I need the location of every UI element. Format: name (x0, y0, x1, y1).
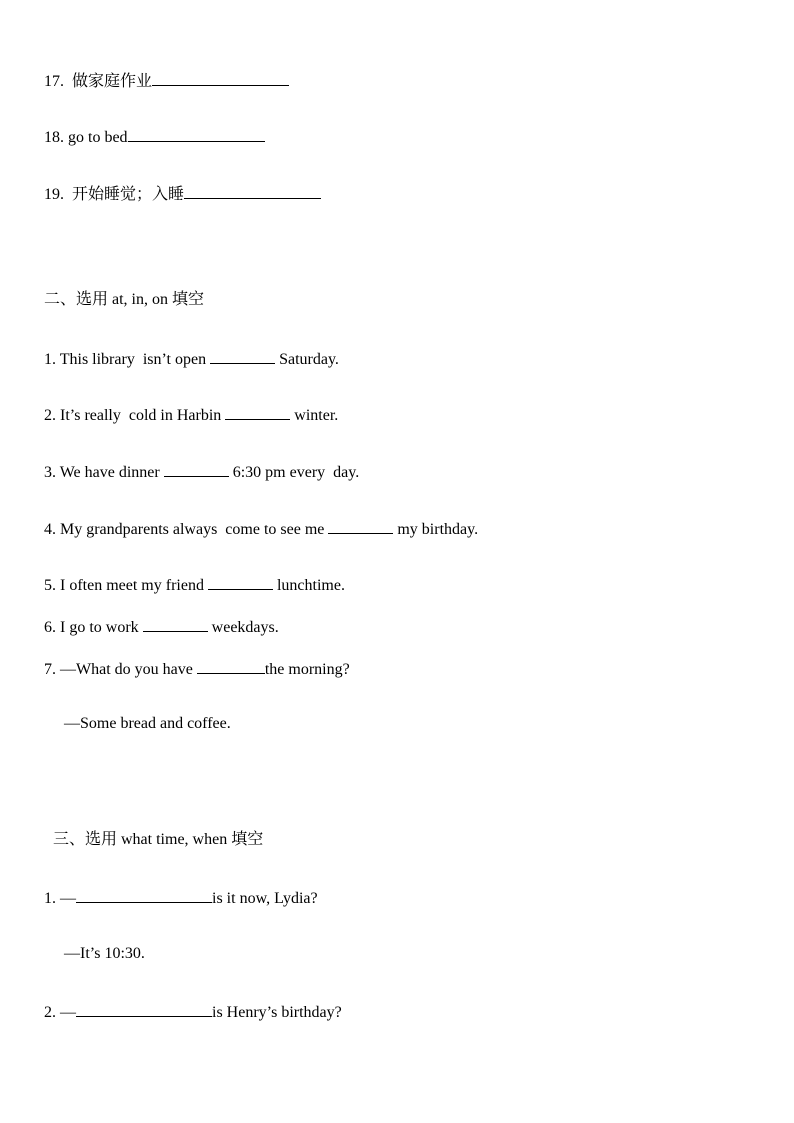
section-title: 三、选用 what time, when 填空 (53, 831, 264, 848)
exercise-item-2 (44, 1001, 342, 1021)
item-text-after: my birthday. (397, 521, 479, 538)
item-number: 4. (44, 521, 56, 538)
exercise-item-6 (44, 616, 279, 636)
answer-blank[interactable] (208, 574, 273, 590)
item-text-before: I often meet my friend (60, 577, 204, 594)
exercise-item-4 (44, 518, 478, 538)
exercise-item-1-answer: —It’s 10:30. (64, 945, 145, 962)
item-text-after: weekdays. (211, 619, 279, 636)
dash-prefix: — (60, 890, 76, 907)
item-text-after: lunchtime. (276, 577, 345, 594)
item-text-after: Saturday. (279, 351, 339, 368)
item-text-after: is it now, Lydia? (212, 890, 318, 907)
item-number: 1. (44, 351, 56, 368)
answer-blank[interactable] (225, 404, 290, 420)
answer-blank[interactable] (210, 348, 275, 364)
item-number: 18. (44, 129, 64, 146)
item-text: 开始睡觉；入睡 (72, 186, 185, 203)
exercise-item-7-answer: —Some bread and coffee. (64, 715, 231, 732)
item-text-after: 6:30 pm every day. (232, 464, 360, 481)
item-text-before: It’s really cold in Harbin (60, 407, 222, 424)
item-text-after: is Henry’s birthday? (212, 1004, 342, 1021)
item-number: 6. (44, 619, 56, 636)
answer-blank[interactable] (143, 616, 208, 632)
item-number: 7. (44, 661, 56, 678)
item-number: 19. (44, 186, 64, 203)
exercise-item-2 (44, 404, 338, 424)
item-text: go to bed (68, 129, 128, 146)
answer-blank[interactable] (328, 518, 393, 534)
exercise-item-7 (44, 658, 350, 678)
item-number: 2. (44, 1004, 56, 1021)
dash-prefix: — (60, 1004, 76, 1021)
item-text-before: We have dinner (59, 464, 160, 481)
exercise-item-1 (44, 348, 339, 368)
vocab-item-18 (44, 126, 265, 146)
item-number: 2. (44, 407, 56, 424)
exercise-item-3 (44, 461, 359, 481)
item-number: 17. (44, 73, 64, 90)
item-text-before: I go to work (60, 619, 139, 636)
exercise-item-1 (44, 887, 318, 907)
item-text-after: winter. (294, 407, 339, 424)
item-text-before: —What do you have (60, 661, 193, 678)
answer-blank[interactable] (184, 183, 321, 199)
item-number: 3. (44, 464, 56, 481)
item-text: 做家庭作业 (72, 73, 153, 90)
item-text-after: the morning? (264, 661, 350, 678)
vocab-item-19 (44, 183, 321, 203)
item-text-before: This library isn’t open (59, 351, 207, 368)
answer-blank[interactable] (164, 461, 229, 477)
item-number: 5. (44, 577, 56, 594)
item-number: 1. (44, 890, 56, 907)
answer-blank[interactable] (128, 126, 265, 142)
vocab-item-17 (44, 70, 289, 90)
answer-blank[interactable] (76, 1001, 212, 1017)
answer-blank[interactable] (152, 70, 289, 86)
answer-blank[interactable] (197, 658, 265, 674)
item-text-before: My grandparents always come to see me (60, 521, 325, 538)
section-title: 二、选用 at, in, on 填空 (44, 291, 204, 308)
answer-blank[interactable] (76, 887, 212, 903)
exercise-item-5 (44, 574, 345, 594)
